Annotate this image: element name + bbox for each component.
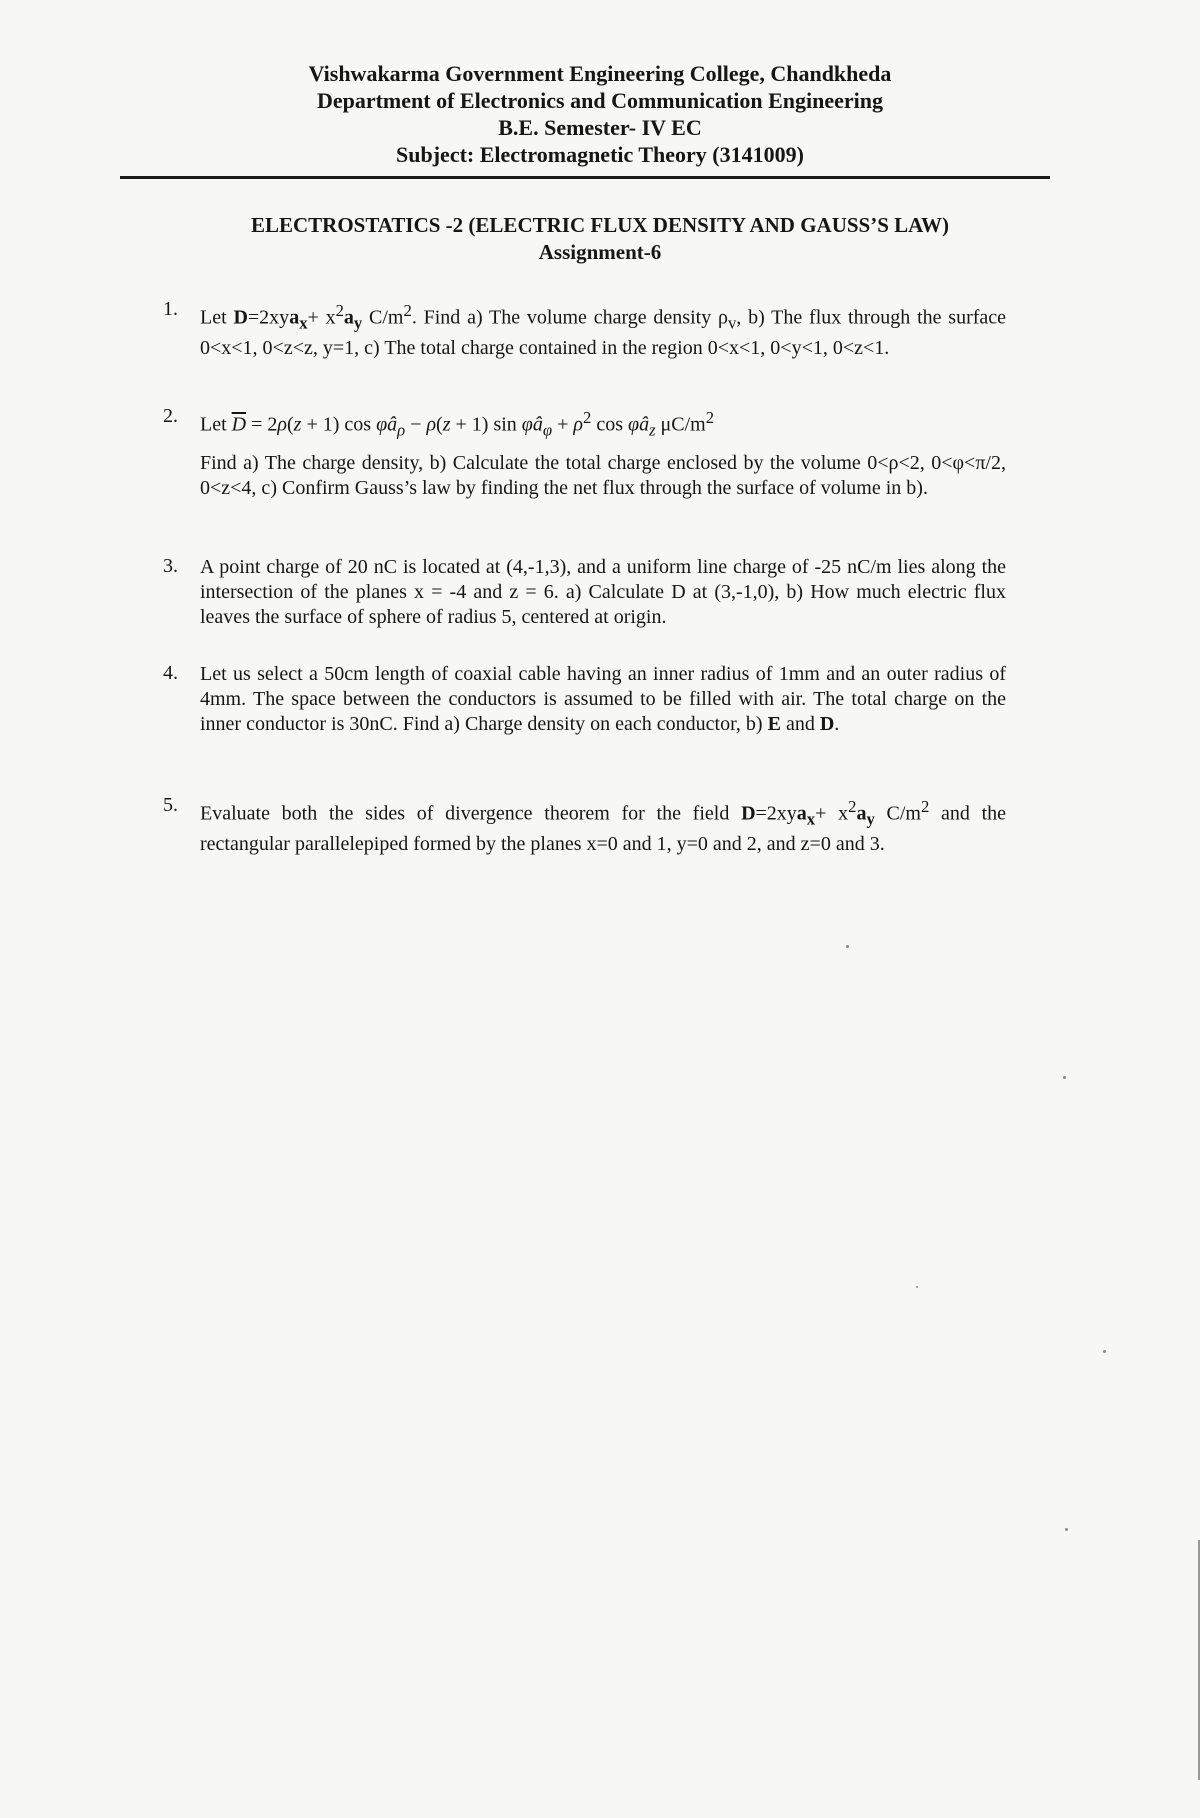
q2-symbol: z	[293, 413, 302, 436]
q2-text: (	[287, 413, 294, 436]
scan-speck	[846, 945, 849, 948]
q2-subscript: ρ	[397, 420, 406, 440]
q2-text: + 1) sin	[450, 413, 522, 436]
assignment-title: ELECTROSTATICS -2 (ELECTRIC FLUX DENSITY AND GAUSS’S LAW)	[250, 213, 949, 237]
question-number: 2.	[163, 405, 178, 427]
semester-label: B.E. Semester- IV EC	[498, 115, 702, 140]
question-4	[200, 662, 1006, 737]
q5-text: Evaluate both the sides of divergence theorem for the field	[200, 802, 742, 825]
q2-unit-vector: â	[387, 413, 398, 436]
scan-speck	[1103, 1350, 1106, 1353]
q2-symbol: ρ	[426, 413, 437, 436]
subject-label: Subject: Electromagnetic Theory (3141009)	[396, 142, 804, 167]
q1-superscript: 2	[335, 301, 344, 320]
question-1	[200, 298, 1006, 361]
q2-unit-vector: â	[639, 413, 650, 436]
question-number: 1.	[163, 298, 178, 320]
q1-subscript: v	[727, 313, 737, 333]
q5-text: C/m	[874, 802, 921, 825]
document-header	[0, 60, 1200, 168]
q5-text: =2xy	[755, 802, 797, 825]
question-number: 4.	[163, 662, 178, 684]
q2-symbol: φ	[376, 413, 388, 436]
q2-subscript: z	[649, 420, 656, 440]
q2-text: = 2	[246, 413, 278, 436]
q5-superscript: 2	[848, 797, 857, 816]
q1-text: C/m	[362, 306, 404, 329]
q5-superscript: 2	[920, 797, 930, 816]
q2-field-symbol: $\overline{D}$	[231, 413, 247, 436]
q5-unit-vector: a	[796, 802, 807, 825]
q2-unit-vector: â	[532, 413, 543, 436]
q1-text: Let	[200, 306, 234, 329]
q2-text: +	[552, 413, 574, 436]
q4-text: and	[780, 713, 820, 735]
q1-subscript: y	[353, 313, 363, 333]
question-2	[200, 405, 1006, 501]
q2-body: Find a) The charge density, b) Calculate the total charge enclosed by the volume 0<ρ<2, 0<φ<π/2, 0<z<4, c) Confirm Gauss’s law by finding the net flux through the surface of volume in b).	[200, 451, 1006, 499]
q1-text: . Find a) The volume charge density ρ	[411, 306, 728, 329]
q1-text: , b) The flux through the surface 0<x<1, 0<z<z, y=1, c) The total charge contained in the region 0<x<1, 0<y<1, 0<z<1.	[200, 306, 1007, 359]
q2-symbol: ρ	[277, 413, 287, 436]
q5-unit-vector: a	[856, 802, 867, 825]
question-number: 5.	[163, 794, 178, 816]
college-name: Vishwakarma Government Engineering College, Chandkheda	[308, 61, 892, 86]
department-name: Department of Electronics and Communication Engineering	[316, 88, 884, 113]
q2-subscript: φ	[542, 420, 553, 440]
q2-text: μC/m	[655, 413, 706, 436]
q4-text: .	[834, 713, 840, 735]
q2-text: cos	[591, 413, 628, 436]
scan-speck	[1065, 1528, 1068, 1531]
q2-text: Let	[200, 413, 232, 436]
assignment-subtitle: Assignment-6	[538, 240, 662, 264]
q2-symbol: φ	[521, 413, 533, 436]
q2-text: + 1) cos	[301, 413, 377, 436]
q2-superscript: 2	[582, 408, 592, 427]
q4-text: Let us select a 50cm length of coaxial cable having an inner radius of 1mm and an outer radius of 4mm. The space between the conductors is assumed to be filled with air. The total charge on the inner conductor is 30nC. Find a) Charge density on each conductor, b)	[200, 663, 1006, 735]
q2-formula	[200, 405, 1006, 443]
q4-field-symbol: E	[767, 713, 781, 735]
q5-subscript: x	[806, 809, 816, 829]
q1-unit-vector: a	[289, 306, 300, 329]
q5-text: + x	[815, 802, 849, 825]
q5-field-symbol: D	[741, 802, 756, 825]
assignment-heading	[0, 212, 1200, 266]
q4-field-symbol: D	[819, 713, 835, 735]
q2-symbol: φ	[627, 413, 640, 436]
question-number: 3.	[163, 555, 178, 577]
q1-subscript: x	[299, 313, 308, 333]
scan-speck	[1063, 1076, 1066, 1079]
q1-superscript: 2	[403, 301, 412, 320]
scan-speck	[916, 1286, 918, 1288]
header-rule	[120, 176, 1050, 179]
q2-symbol: z	[442, 413, 451, 436]
question-5	[200, 794, 1006, 857]
q1-field-symbol: D	[233, 306, 248, 329]
q1-text: + x	[307, 306, 336, 329]
q5-subscript: y	[866, 809, 875, 829]
q2-superscript: 2	[705, 408, 715, 427]
q2-text: (	[436, 413, 443, 436]
question-3: A point charge of 20 nC is located at (4,-1,3), and a uniform line charge of -25 nC/m lies along the intersection of the planes x = -4 and z = 6. a) Calculate D at (3,-1,0), b) How much electric flux leaves the surface of sphere of radius 5, centered at origin.	[200, 556, 1006, 628]
q2-symbol: ρ	[573, 413, 583, 436]
q1-text: =2xy	[247, 306, 290, 329]
q1-unit-vector: a	[343, 306, 354, 329]
q5-text: and the rectangular parallelepiped formed by the planes x=0 and 1, y=0 and 2, and z=0 and 3.	[200, 802, 1007, 855]
q2-text: −	[405, 413, 427, 436]
